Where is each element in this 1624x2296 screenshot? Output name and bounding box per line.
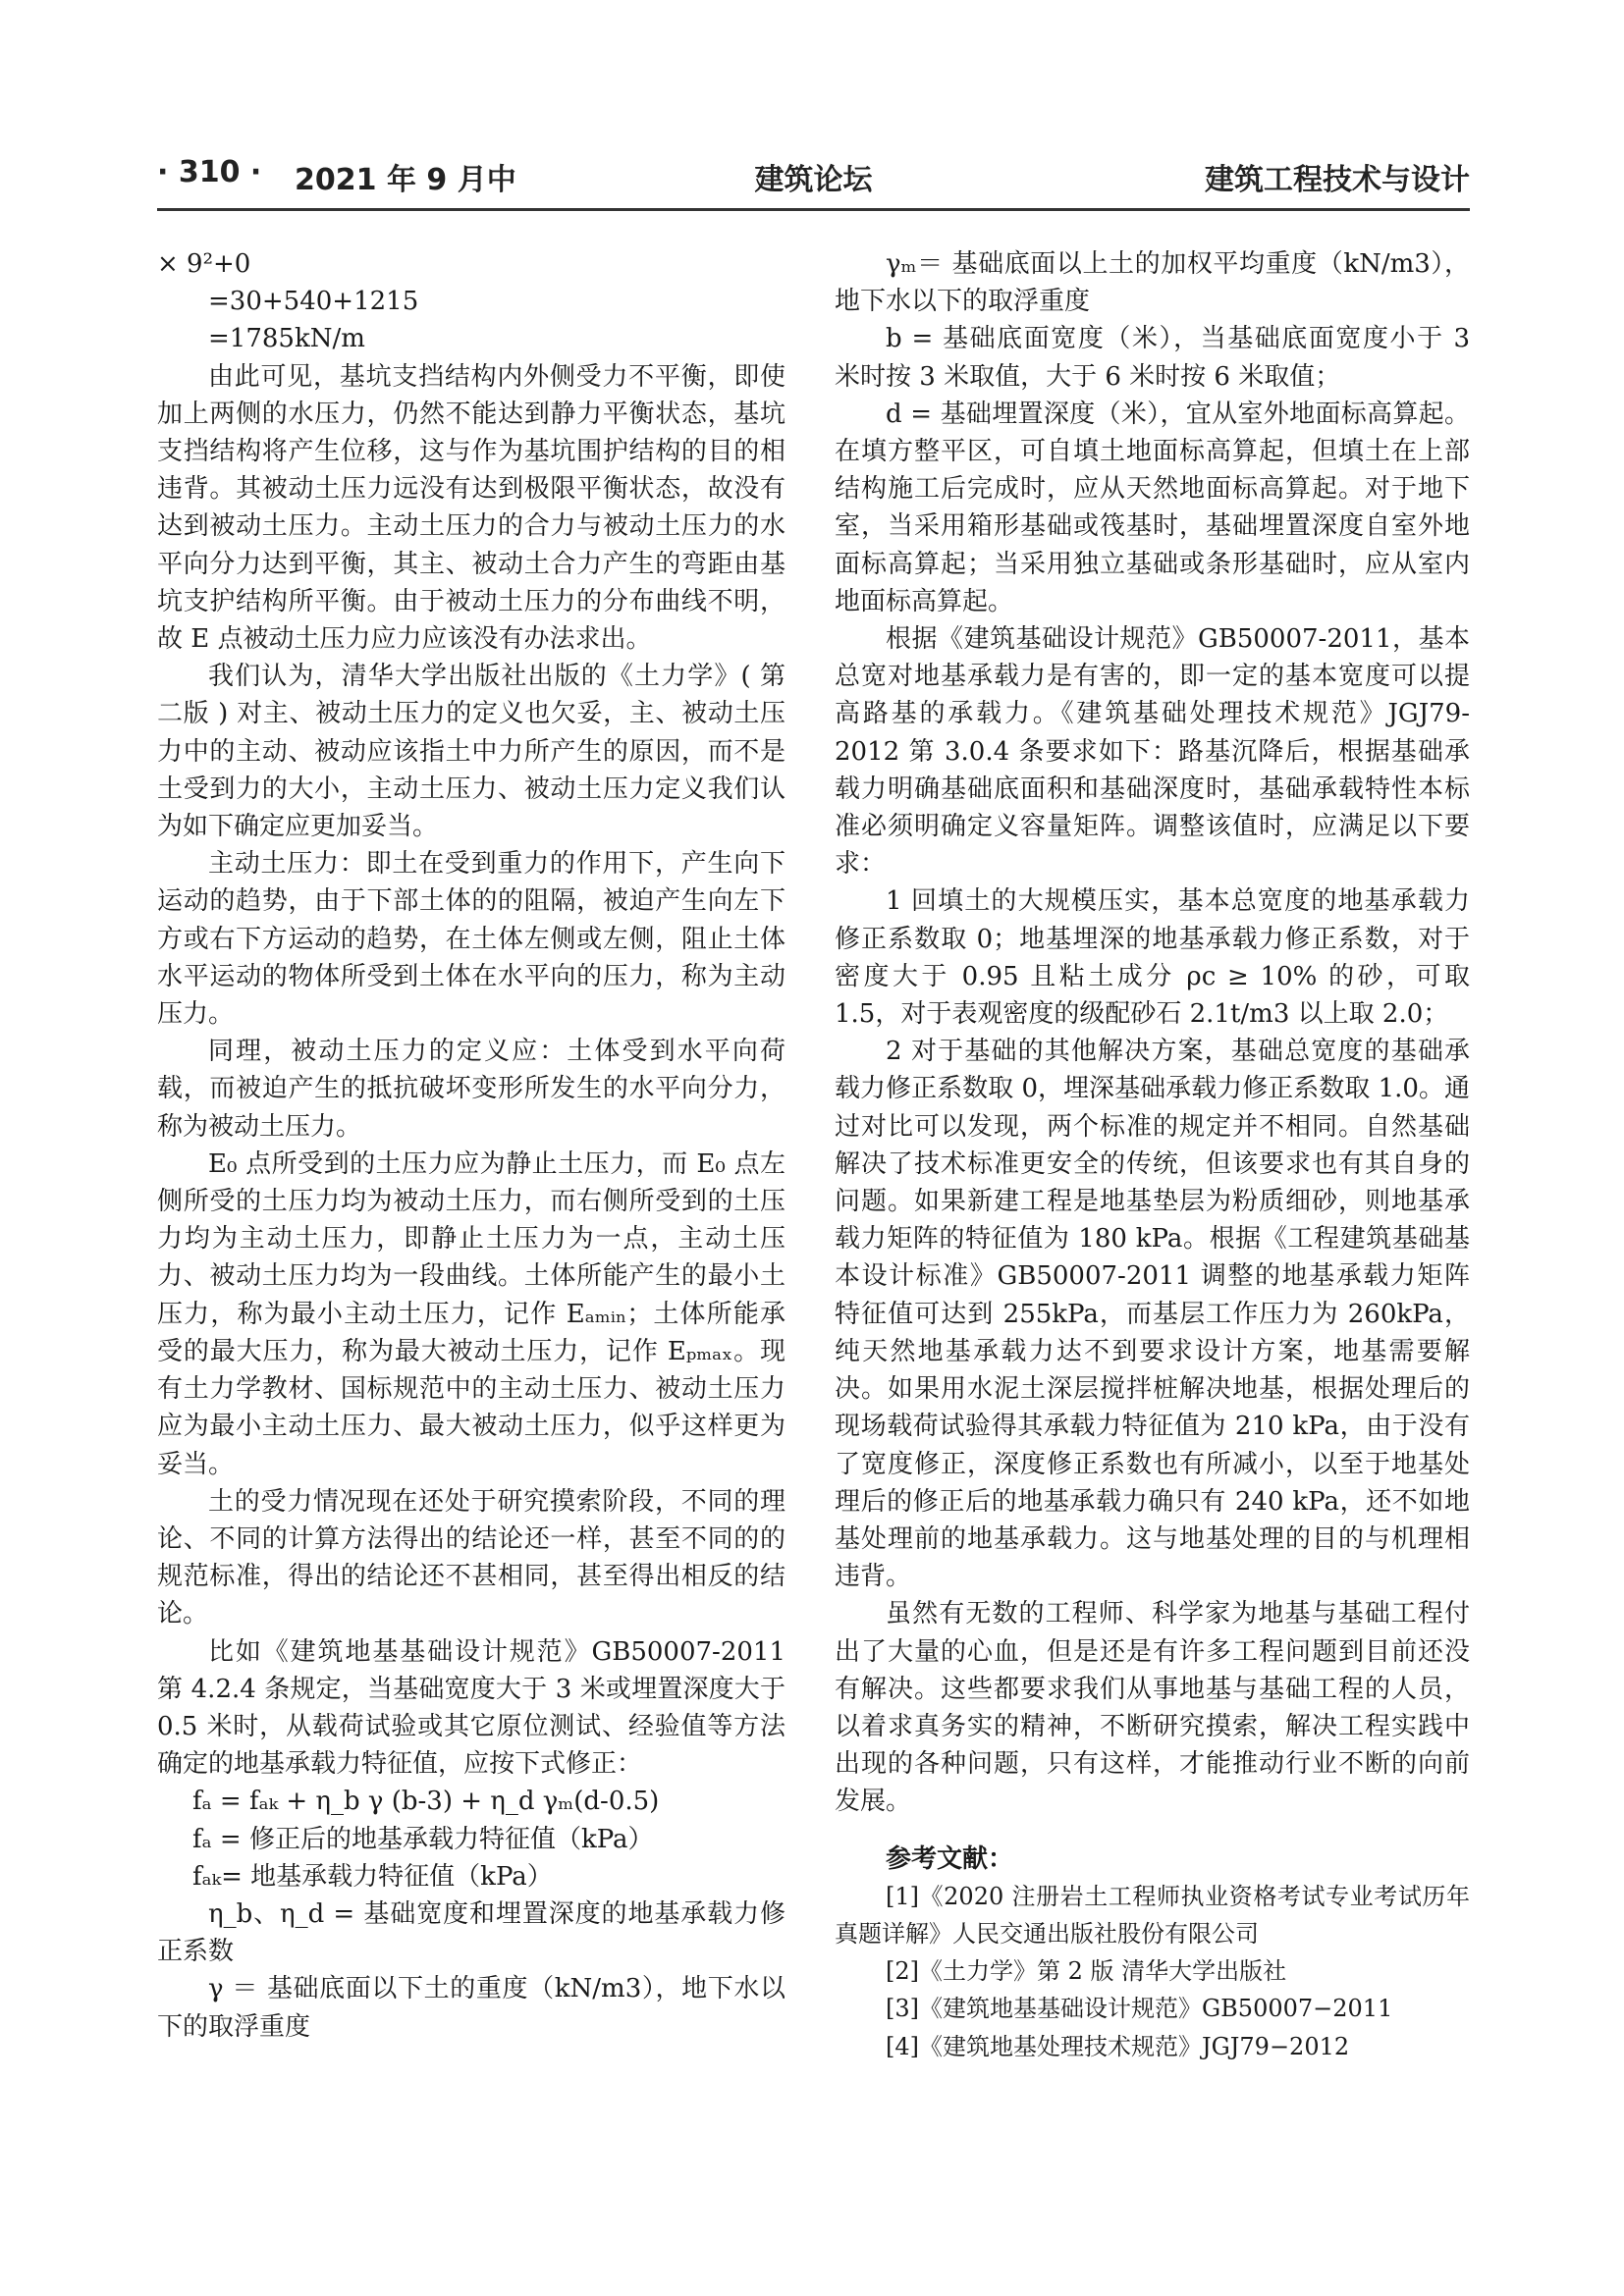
definition: γ ＝ 基础底面以下土的重度（kN/m3），地下水以下的取浮重度	[157, 1974, 785, 2042]
definition: η_b、η_d = 基础宽度和埋置深度的地基承载力修正系数	[157, 1898, 785, 1967]
page-header	[157, 155, 1470, 200]
definition: d = 基础埋置深度（米），宜从室外地面标高算起。在填方整平区，可自填土地面标高算起，但填土在上部结构施工后完成时，应从天然地面标高算起。对于地下室，当采用箱形基础或筏基时，基础埋置深度自室外地面标高算起；当采用独立基础或条形基础时，应从室内地面标高算起。	[835, 399, 1470, 616]
issue-date: 2021 年 9 月中	[295, 163, 516, 197]
definition: b = 基础底面宽度（米），当基础底面宽度小于 3 米时按 3 米取值，大于 6 米时按 6 米取值；	[835, 324, 1470, 392]
definition: γₘ＝ 基础底面以上土的加权平均重度（kN/m3），地下水以下的取浮重度	[835, 249, 1470, 317]
equation-line: × 9²+0	[157, 249, 251, 279]
paragraph: 比如《建筑地基基础设计规范》GB50007-2011 第 4.2.4 条规定，当基础宽度大于 3 米或埋置深度大于 0.5 米时，从载荷试验或其它原位测试、经验值等方法确定的地基承载力特征值，应按下式修正：	[157, 1636, 785, 1780]
right-column	[835, 245, 1470, 2065]
paragraph: 2 对于基础的其他解决方案，基础总宽度的基础承载力修正系数取 0，埋深基础承载力修正系数取 1.0。通过对比可以发现，两个标准的规定并不相同。自然基础解决了技术标准更安全的传统，但该要求也有其自身的问题。如果新建工程是地基垫层为粉质细砂，则地基承载力矩阵的特征值为 180 kPa。根据《工程建筑基础基本设计标准》GB50007-2011 调整的地基承载力矩阵特征值可达到 255kPa，而基层工作压力为 260kPa，纯天然地基承载力达不到要求设计方案，地基需要解决。如果用水泥土深层搅拌桩解决地基，根据处理后的现场载荷试验得其承载力特征值为 210 kPa，由于没有了宽度修正，深度修正系数也有所减小，以至于地基处理后的修正后的地基承载力确只有 240 kPa，还不如地基处理前的地基承载力。这与地基处理的目的与机理相违背。	[835, 1037, 1470, 1592]
reference-item: [1]《2020 注册岩土工程师执业资格考试专业考试历年真题详解》人民交通出版社股份有限公司	[835, 1882, 1470, 1948]
reference-item: [3]《建筑地基基础设计规范》GB50007−2011	[886, 1995, 1393, 2023]
paragraph: 1 回填土的大规模压实，基本总宽度的地基承载力修正系数取 0；地基埋深的地基承载力修正系数，对于密度大于 0.95 且粘土成分 ρc ≥ 10% 的砂，可取 1.5，对于表观密度的级配砂石 2.1t/m3 以上取 2.0；	[835, 886, 1470, 1030]
paragraph: 虽然有无数的工程师、科学家为地基与基础工程付出了大量的心血，但是还是有许多工程问题到目前还没有解决。这些都要求我们从事地基与基础工程的人员，以着求真务实的精神，不断研究摸索，解决工程实践中出现的各种问题，只有这样，才能推动行业不断的向前发展。	[835, 1599, 1470, 1817]
equation-line: =30+540+1215	[208, 287, 419, 317]
equation-line: =1785kN/m	[208, 324, 365, 354]
paragraph: 根据《建筑基础设计规范》GB50007-2011，基本总宽对地基承载力是有害的，即一定的基本宽度可以提高路基的承载力。《建筑基础处理技术规范》JGJ79-2012 第 3.0.4 条要求如下：路基沉降后，根据基础承载力明确基础底面积和基础深度时，基础承载特性本标准必须明确定义容量矩阵。调整该值时，应满足以下要求：	[835, 624, 1470, 880]
left-column	[157, 245, 785, 2046]
page-number: · 310 ·	[157, 155, 262, 189]
paragraph: 土的受力情况现在还处于研究摸索阶段，不同的理论、不同的计算方法得出的结论还一样，甚至不同的的规范标准，得出的结论还不甚相同，甚至得出相反的结论。	[157, 1486, 785, 1629]
paragraph: 主动土压力：即土在受到重力的作用下，产生向下运动的趋势，由于下部土体的的阻隔，被迫产生向左下方或右下方运动的趋势，在土体左侧或左侧，阻止土体水平运动的物体所受到土体在水平向的压力，称为主动压力。	[157, 849, 785, 1030]
definition: fₐ = 修正后的地基承载力特征值（kPa）	[192, 1824, 654, 1854]
journal-title: 建筑论坛	[754, 163, 873, 197]
paragraph: 同理，被动土压力的定义应：土体受到水平向荷载，而被迫产生的抵抗破坏变形所发生的水平向分力，称为被动土压力。	[157, 1037, 785, 1142]
section-title: 建筑工程技术与设计	[1205, 163, 1470, 197]
reference-item: [4]《建筑地基处理技术规范》JGJ79−2012	[886, 2032, 1350, 2060]
paragraph: E₀ 点所受到的土压力应为静止土压力，而 E₀ 点左侧所受的土压力均为被动土压力，而右侧所受到的土压力均为主动土压力，即静止土压力为一点，主动土压力、被动土压力均为一段曲线。土体所能产生的最小土压力，称为最小主动土压力，记作 Eₐₘᵢₙ；土体所能承受的最大压力，称为最大被动土压力，记作 Eₚₘₐₓ。现有土力学教材、国标规范中的主动土压力、被动土压力应为最小主动土压力、最大被动土压力，似乎这样更为妥当。	[157, 1148, 785, 1479]
definition: fₐₖ= 地基承载力特征值（kPa）	[192, 1861, 553, 1892]
formula: fₐ = fₐₖ + η_b γ (b-3) + η_d γₘ(d-0.5)	[192, 1787, 660, 1817]
paragraph: 我们认为，清华大学出版社出版的《土力学》( 第二版 ) 对主、被动土压力的定义也欠妥，主、被动土压力中的主动、被动应该指土中力所产生的原因，而不是土受到力的大小，主动土压力、被动土压力定义我们认为如下确定应更加妥当。	[157, 662, 785, 842]
header-rule	[157, 208, 1470, 211]
references-heading: 参考文献：	[886, 1843, 1014, 1874]
paragraph: 由此可见，基坑支挡结构内外侧受力不平衡，即使加上两侧的水压力，仍然不能达到静力平衡状态，基坑支挡结构将产生位移，这与作为基坑围护结构的目的相违背。其被动土压力远没有达到极限平衡状态，故没有达到被动土压力。主动土压力的合力与被动土压力的水平向分力达到平衡，其主、被动土合力产生的弯距由基坑支护结构所平衡。由于被动土压力的分布曲线不明，故 E 点被动土压力应力应该没有办法求出。	[157, 361, 785, 655]
reference-item: [2]《土力学》第 2 版 清华大学出版社	[886, 1957, 1287, 1986]
